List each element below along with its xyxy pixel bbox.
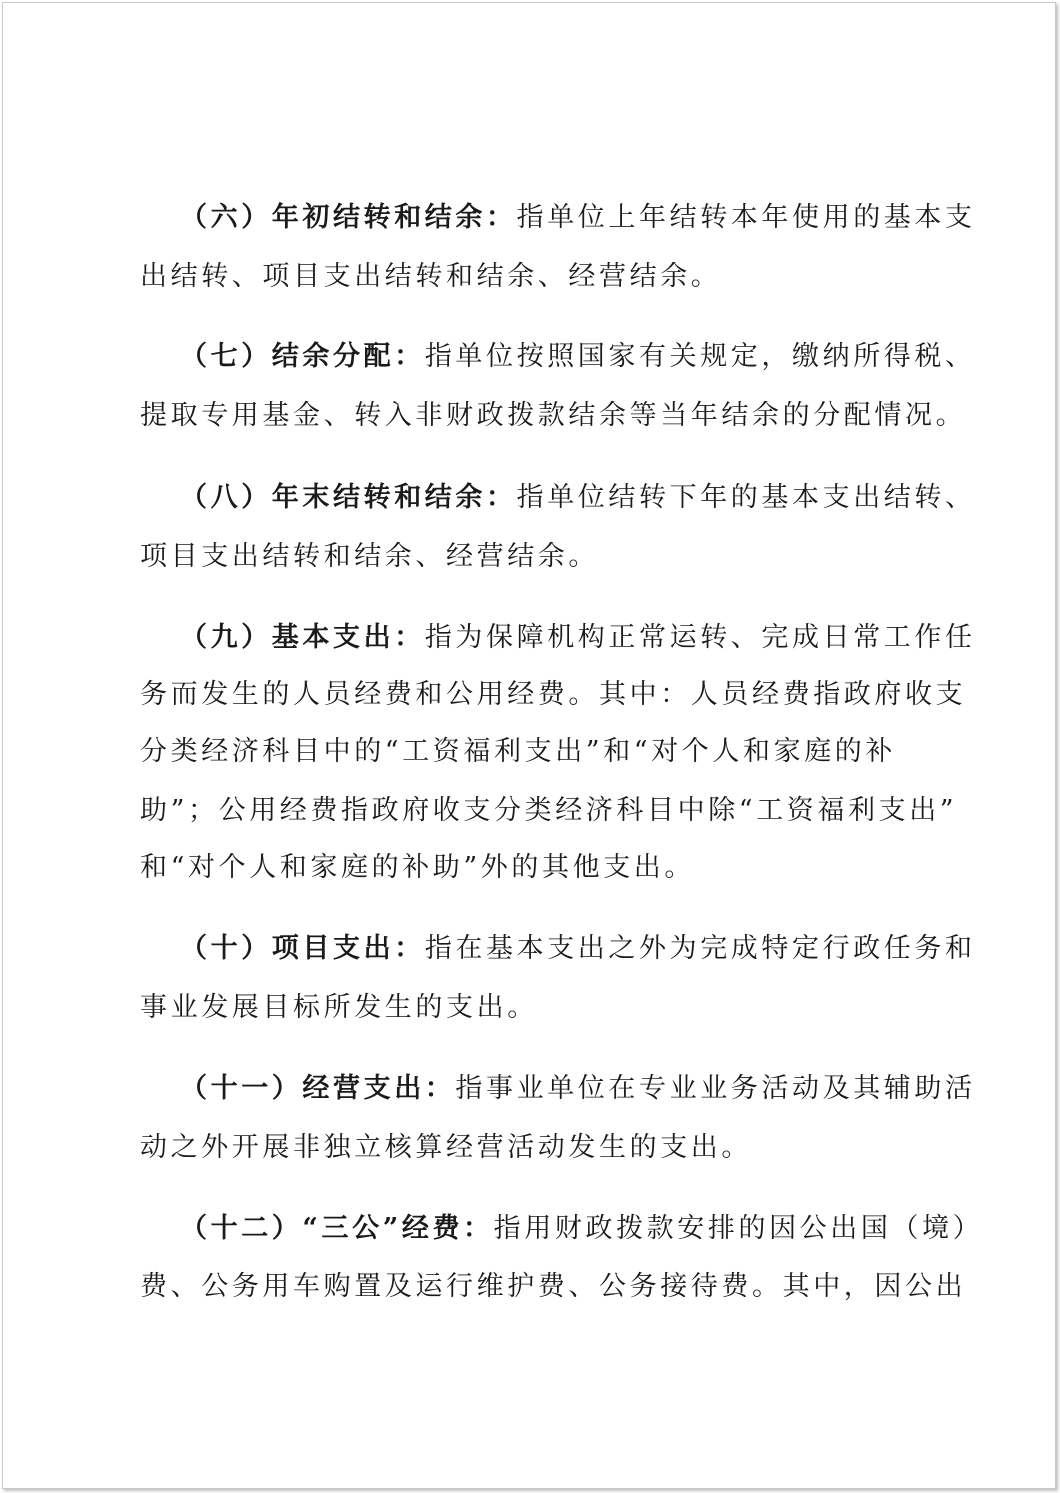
paragraph-6-line: 出结转、项目支出结转和结余、经营结余。	[140, 261, 722, 292]
paragraph-6-first-line	[180, 202, 976, 234]
paragraph-text: 指单位按照国家有关规定，缴纳所得税、	[424, 341, 976, 372]
paragraph-7-first-line	[180, 341, 976, 373]
paragraph-8-line: 项目支出结转和结余、经营结余。	[140, 541, 599, 572]
term-heading: （十）项目支出：	[180, 933, 425, 964]
paragraph-9-line: 务而发生的人员经费和公用经费。其中：人员经费指政府收支	[140, 679, 967, 710]
paragraph-text: 指在基本支出之外为完成特定行政任务和	[424, 933, 976, 964]
paragraph-10-line: 事业发展目标所发生的支出。	[140, 992, 538, 1023]
paragraph-9-first-line	[180, 622, 976, 654]
paragraph-text: 指为保障机构正常运转、完成日常工作任	[424, 622, 976, 653]
paragraph-text: 指单位结转下年的基本支出结转、	[516, 482, 976, 513]
paragraph-text: 指用财政拨款安排的因公出国（境）	[493, 1213, 984, 1244]
term-heading: （六）年初结转和结余：	[180, 202, 517, 233]
paragraph-8-first-line	[180, 482, 976, 514]
term-heading: （十一）经营支出：	[180, 1073, 456, 1104]
term-heading: （八）年末结转和结余：	[180, 482, 517, 513]
paragraph-12-line: 费、公务用车购置及运行维护费、公务接待费。其中，因公出	[140, 1271, 967, 1302]
paragraph-text: 指单位上年结转本年使用的基本支	[516, 202, 976, 233]
paragraph-11-first-line	[180, 1073, 976, 1105]
paragraph-10-first-line	[180, 933, 976, 965]
paragraph-12-first-line	[180, 1213, 983, 1245]
paragraph-9-line: 助”；公用经费指政府收支分类经济科目中除“工资福利支出”	[140, 795, 958, 826]
term-heading: （十二）“三公”经费：	[180, 1213, 494, 1244]
term-heading: （九）基本支出：	[180, 622, 425, 653]
paragraph-11-line: 动之外开展非独立核算经营活动发生的支出。	[140, 1132, 752, 1163]
paragraph-9-line: 分类经济科目中的“工资福利支出”和“对个人和家庭的补	[140, 736, 897, 767]
paragraph-7-line: 提取专用基金、转入非财政拨款结余等当年结余的分配情况。	[140, 400, 967, 431]
paragraph-text: 指事业单位在专业业务活动及其辅助活	[455, 1073, 976, 1104]
term-heading: （七）结余分配：	[180, 341, 425, 372]
paragraph-9-line: 和“对个人和家庭的补助”外的其他支出。	[140, 852, 696, 883]
